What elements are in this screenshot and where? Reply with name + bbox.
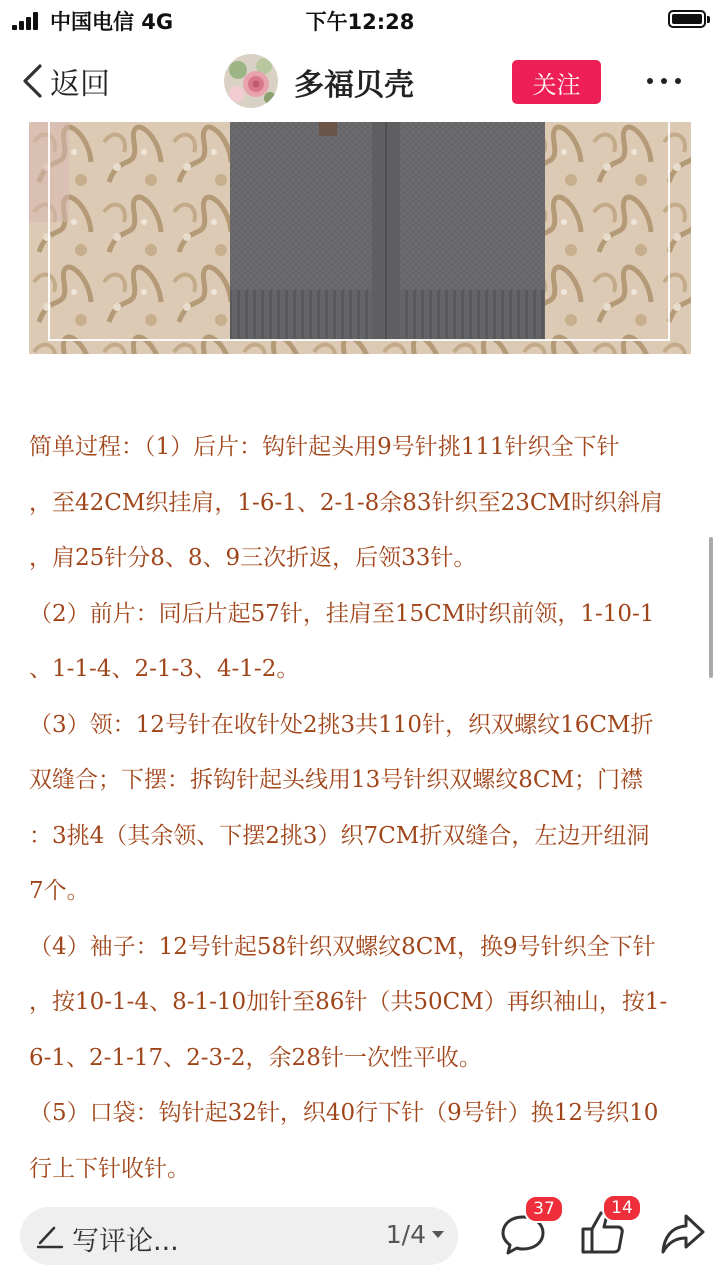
article-line: （2）前片：同后片起57针，挂肩至15CM时织前领，1-10-1 — [29, 600, 655, 627]
article-line: （3）领：12号针在收针处2挑3共110针，织双螺纹16CM折 — [29, 711, 654, 738]
article-line: ：3挑4（其余领、下摆2挑3）织7CM折双缝合，左边开纽洞 — [29, 822, 650, 849]
comment-count-badge: 37 — [524, 1195, 564, 1223]
avatar[interactable] — [224, 54, 278, 108]
more-icon[interactable] — [643, 66, 685, 96]
article-line: （4）袖子：12号针起58针织双螺纹8CM，换9号针织全下针 — [29, 933, 656, 960]
article-line: ，按10-1-4、8-1-10加针至86针（共50CM）再织袖山，按1- — [29, 989, 668, 1015]
back-button[interactable] — [20, 58, 110, 104]
scrollbar-thumb[interactable] — [709, 537, 713, 678]
share-icon — [660, 1212, 706, 1256]
comment-placeholder: 写评论... — [72, 1226, 179, 1257]
article-line: 双缝合；下摆：拆钩针起头线用13号针织双螺纹8CM；门襟 — [29, 767, 644, 793]
share-button[interactable] — [660, 1212, 706, 1256]
page-indicator-label: 1/4 — [385, 1220, 426, 1249]
pen-icon — [36, 1223, 64, 1249]
article-line: ，至42CM织挂肩，1-6-1、2-1-8余83针织至23CM时织斜肩 — [29, 489, 663, 516]
article-photo — [29, 122, 691, 354]
chevron-left-icon — [20, 63, 44, 99]
battery-icon — [668, 10, 706, 28]
article-line: 7个。 — [29, 878, 90, 904]
author-name[interactable]: 多福贝壳 — [294, 68, 414, 103]
article-body — [29, 420, 693, 1197]
like-button[interactable] — [580, 1198, 633, 1257]
article-line: 6-1、2-1-17、2-3-2，余28针一次性平收。 — [29, 1044, 482, 1071]
status-bar — [0, 0, 720, 40]
article-line: 行上下针收针。 — [29, 1155, 190, 1182]
follow-button[interactable]: 关注 — [512, 60, 601, 104]
caret-down-icon — [432, 1231, 444, 1238]
knitted-vest-photo — [29, 122, 691, 354]
article-line: 简单过程：（1）后片：钩针起头用9号针挑111针织全下针 — [29, 434, 620, 460]
comment-input[interactable] — [20, 1207, 458, 1265]
comment-button[interactable] — [498, 1199, 555, 1258]
back-label: 返回 — [50, 67, 110, 102]
nav-bar — [0, 44, 720, 120]
article-line: （5）口袋：钩针起32针，织40行下针（9号针）换12号织10 — [29, 1100, 659, 1126]
like-count-badge: 14 — [602, 1194, 642, 1222]
article-line: 、1-1-4、2-1-3、4-1-2。 — [29, 656, 300, 682]
status-time: 下午12:28 — [305, 10, 415, 34]
article-line: ，肩25针分8、8、9三次折返，后领33针。 — [29, 545, 477, 571]
carrier-label: 中国电信 4G — [50, 10, 174, 34]
page-indicator[interactable] — [386, 1220, 444, 1249]
